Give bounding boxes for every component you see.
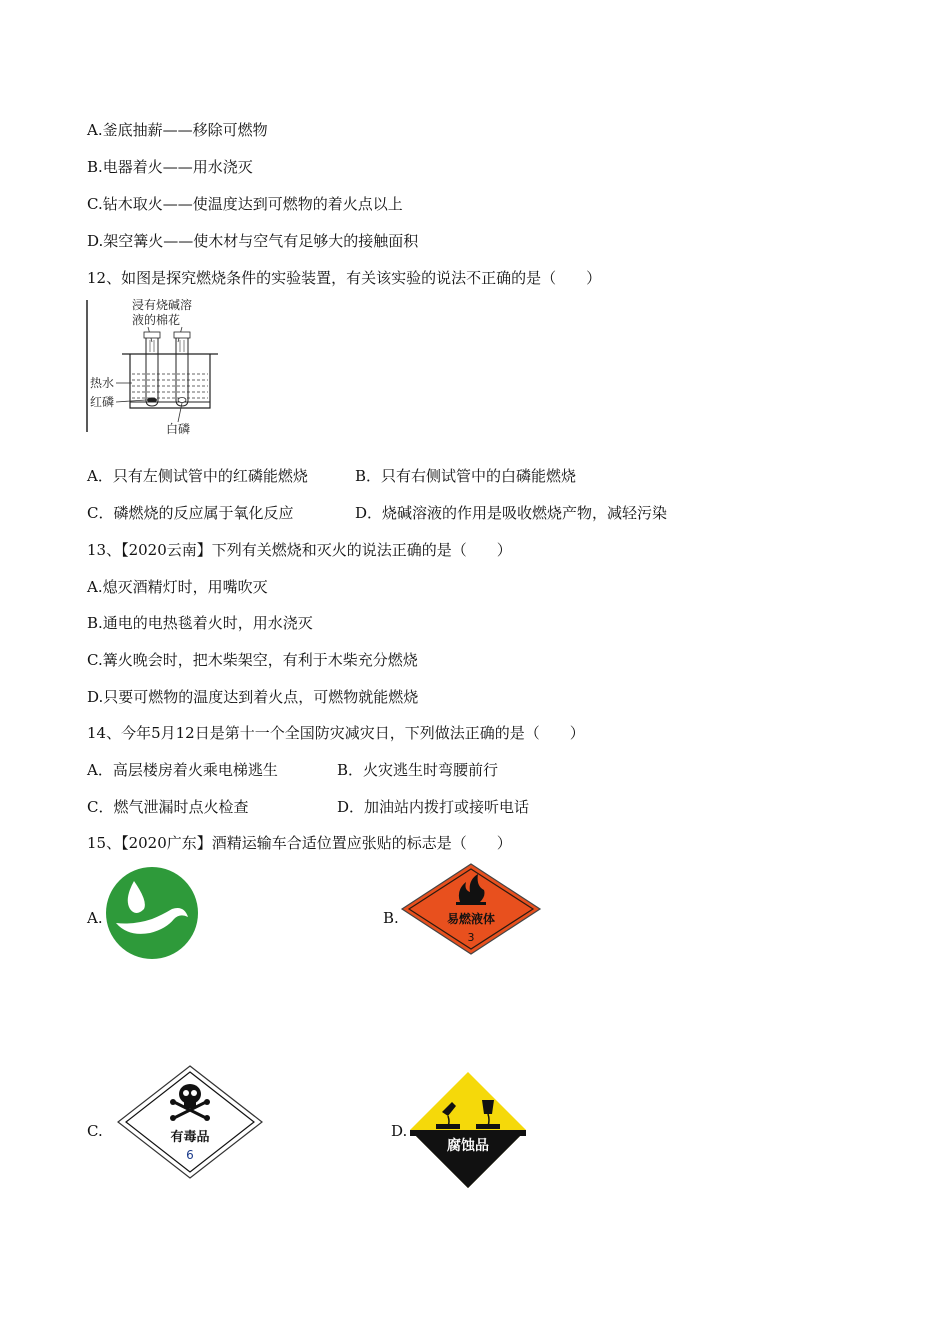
flammable-sign-text: 易燃液体: [446, 912, 496, 926]
q15-stem: 15、【2020广东】酒精运输车合适位置应张贴的标志是（ ）: [87, 834, 512, 852]
q13-option-c: C.篝火晚会时，把木柴架空，有利于木柴充分燃烧: [87, 651, 418, 669]
corrosive-sign-text: 腐蚀品: [447, 1138, 489, 1154]
q14-option-a: A．高层楼房着火乘电梯逃生: [87, 761, 278, 779]
q12-stem: 12、如图是探究燃烧条件的实验装置，有关该实验的说法不正确的是（ ）: [87, 269, 602, 287]
q13-option-a: A.熄灭酒精灯时，用嘴吹灭: [87, 578, 268, 596]
q14-option-b: B．火灾逃生时弯腰前行: [337, 761, 499, 779]
q12-option-c: C．磷燃烧的反应属于氧化反应: [87, 504, 294, 522]
toxic-substance-sign-icon: [116, 1064, 264, 1180]
q14-option-c: C．燃气泄漏时点火检查: [87, 798, 249, 816]
q11-option-b: B.电器着火——用水浇灭: [87, 158, 253, 176]
figure-label-cotton-line2: 液的棉花: [132, 313, 181, 327]
q15-option-d-label: D.: [391, 1122, 408, 1140]
figure-label-cotton-line1: 浸有烧碱溶: [132, 298, 193, 312]
q15-option-c-label: C.: [87, 1122, 103, 1140]
flammable-sign-number: 3: [467, 931, 475, 944]
q14-option-d: D．加油站内拨打或接听电话: [337, 798, 530, 816]
toxic-sign-number: 6: [186, 1148, 194, 1162]
q11-option-d: D.架空篝火——使木材与空气有足够大的接触面积: [87, 232, 419, 250]
q13-option-b: B.通电的电热毯着火时，用水浇灭: [87, 614, 313, 632]
q12-option-d: D．烧碱溶液的作用是吸收燃烧产物，减轻污染: [355, 504, 668, 522]
q11-option-a: A.釜底抽薪——移除可燃物: [87, 121, 268, 139]
q15-option-a-label: A.: [87, 909, 103, 927]
q14-stem: 14、今年5月12日是第十一个全国防灾减灾日，下列做法正确的是（ ）: [87, 724, 585, 742]
water-saving-sign-icon: [104, 865, 200, 961]
toxic-sign-text: 有毒品: [170, 1130, 210, 1145]
flammable-liquid-sign-icon: [400, 862, 542, 956]
q12-option-a: A．只有左侧试管中的红磷能燃烧: [87, 467, 308, 485]
q15-option-b-label: B.: [383, 909, 399, 927]
q11-option-c: C.钻木取火——使温度达到可燃物的着火点以上: [87, 195, 403, 213]
combustion-apparatus-figure: [86, 296, 236, 436]
q13-option-d: D.只要可燃物的温度达到着火点，可燃物就能燃烧: [87, 688, 419, 706]
figure-label-red-phosphorus: 红磷: [90, 395, 115, 409]
q13-stem: 13、【2020云南】下列有关燃烧和灭火的说法正确的是（ ）: [87, 541, 512, 559]
q12-option-b: B．只有右侧试管中的白磷能燃烧: [355, 467, 577, 485]
figure-label-white-phosphorus: 白磷: [166, 422, 191, 436]
corrosive-substance-sign-icon: [408, 1070, 528, 1190]
figure-label-hot-water: 热水: [90, 376, 115, 390]
